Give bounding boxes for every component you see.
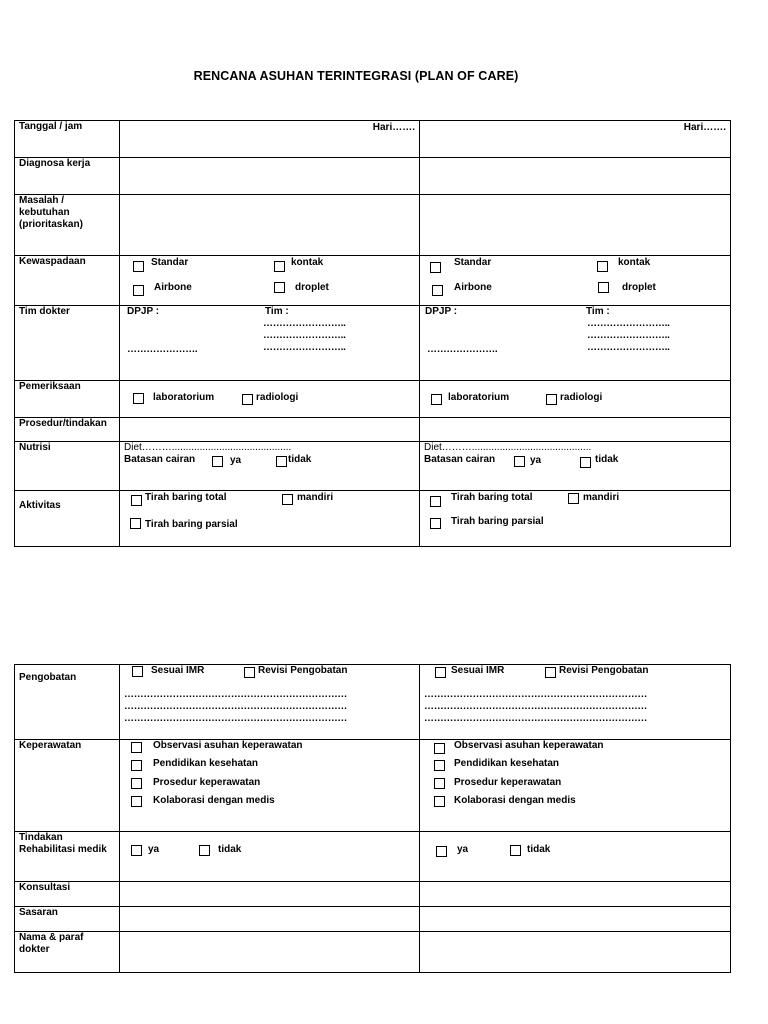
standar-label: Standar <box>454 257 492 268</box>
airbone-label: Airbone <box>154 282 192 293</box>
revisi-pengobatan-label: Revisi Pengobatan <box>559 665 649 676</box>
row-aktivitas <box>15 491 731 547</box>
label-nama-paraf: Nama & paraf dokter <box>15 932 120 973</box>
sesuai-imr-label: Sesuai IMR <box>151 665 205 676</box>
prosedur-kep-label: Prosedur keperawatan <box>454 777 562 788</box>
tim-dots-2[interactable]: …………………….. <box>263 330 346 341</box>
observasi-label: Observasi asuhan keperawatan <box>454 740 604 751</box>
tidak-checkbox[interactable] <box>199 845 210 856</box>
tim-dots-3[interactable]: …………………….. <box>263 342 346 353</box>
mandiri-label: mandiri <box>583 492 620 503</box>
mandiri-checkbox[interactable] <box>568 493 579 504</box>
standar-label: Standar <box>151 257 189 268</box>
row-keperawatan <box>15 740 731 832</box>
ya-label: ya <box>457 844 469 855</box>
airbone-checkbox[interactable] <box>432 285 443 296</box>
label-konsultasi: Konsultasi <box>15 882 120 907</box>
laboratorium-label: laboratorium <box>448 392 510 403</box>
sesuai-imr-checkbox[interactable] <box>132 666 143 677</box>
tidak-label: tidak <box>288 454 312 465</box>
tirah-total-checkbox[interactable] <box>430 496 441 507</box>
form-title: RENCANA ASUHAN TERINTEGRASI (PLAN OF CARE) <box>193 69 519 83</box>
ya-checkbox[interactable] <box>436 846 447 857</box>
cell-keperawatan-2 <box>420 740 731 832</box>
hari-label: Hari……. <box>372 122 415 133</box>
cell-nutrisi-1 <box>120 442 420 491</box>
tim-dots-2[interactable]: …………………….. <box>587 330 670 341</box>
tirah-parsial-label: Tirah baring parsial <box>451 516 544 527</box>
tirah-total-label: Tirah baring total <box>145 492 227 503</box>
kontak-checkbox[interactable] <box>597 261 608 272</box>
kolaborasi-label: Kolaborasi dengan medis <box>454 795 576 806</box>
droplet-label: droplet <box>622 282 656 293</box>
plan-of-care-table-2 <box>14 664 731 973</box>
cell-prosedur-1[interactable] <box>120 418 420 442</box>
pendidikan-label: Pendidikan kesehatan <box>153 758 259 769</box>
cell-tanggal-1[interactable] <box>120 121 420 158</box>
revisi-pengobatan-label: Revisi Pengobatan <box>258 665 348 676</box>
tidak-label: tidak <box>218 844 242 855</box>
cell-prosedur-2[interactable] <box>420 418 731 442</box>
label-tim-dokter: Tim dokter <box>15 306 120 381</box>
dpjp-label: DPJP : <box>127 306 160 317</box>
row-tanggal <box>15 121 731 158</box>
radiologi-label: radiologi <box>256 392 299 403</box>
cell-nutrisi-2 <box>420 442 731 491</box>
plan-of-care-table-1 <box>14 120 731 547</box>
cell-masalah-2[interactable] <box>420 195 731 256</box>
revisi-pengobatan-checkbox[interactable] <box>545 667 556 678</box>
pengobatan-dots-3[interactable]: …………………………………………………………… <box>424 713 648 724</box>
cell-pengobatan-1 <box>120 665 420 740</box>
row-nutrisi <box>15 442 731 491</box>
kontak-label: kontak <box>618 257 651 268</box>
row-pengobatan <box>15 665 731 740</box>
cell-sasaran-2[interactable] <box>420 907 731 932</box>
tim-dots-1[interactable]: …………………….. <box>587 318 670 329</box>
cell-masalah-1[interactable] <box>120 195 420 256</box>
label-kewaspadaan: Kewaspadaan <box>15 256 120 306</box>
label-sasaran: Sasaran <box>15 907 120 932</box>
row-prosedur <box>15 418 731 442</box>
pengobatan-dots-1[interactable]: …………………………………………………………… <box>124 689 348 700</box>
ya-checkbox[interactable] <box>212 456 223 467</box>
row-diagnosa <box>15 158 731 195</box>
prosedur-kep-checkbox[interactable] <box>131 778 142 789</box>
dpjp-label: DPJP : <box>425 306 458 317</box>
tidak-label: tidak <box>595 454 619 465</box>
cell-nama-paraf-2[interactable] <box>420 932 731 973</box>
cell-tindakan-rehab-1 <box>120 832 420 882</box>
kolaborasi-label: Kolaborasi dengan medis <box>153 795 275 806</box>
cell-diagnosa-2[interactable] <box>420 158 731 195</box>
standar-checkbox[interactable] <box>430 262 441 273</box>
mandiri-label: mandiri <box>297 492 334 503</box>
cell-aktivitas-2 <box>420 491 731 547</box>
mandiri-checkbox[interactable] <box>282 494 293 505</box>
tidak-checkbox[interactable] <box>580 457 591 468</box>
label-masalah: Masalah / kebutuhan (prioritaskan) <box>15 195 120 256</box>
row-masalah <box>15 195 731 256</box>
label-keperawatan: Keperawatan <box>15 740 120 832</box>
standar-checkbox[interactable] <box>133 261 144 272</box>
ya-label: ya <box>230 455 242 466</box>
label-diagnosa: Diagnosa kerja <box>15 158 120 195</box>
diet-field[interactable]: Diet………........................................... <box>124 442 292 453</box>
label-aktivitas: Aktivitas <box>15 491 120 547</box>
batasan-cairan-label: Batasan cairan <box>424 454 496 465</box>
tirah-parsial-checkbox[interactable] <box>430 518 441 529</box>
ya-checkbox[interactable] <box>514 456 525 467</box>
kolaborasi-checkbox[interactable] <box>131 796 142 807</box>
tirah-total-label: Tirah baring total <box>451 492 533 503</box>
cell-diagnosa-1[interactable] <box>120 158 420 195</box>
cell-tanggal-2[interactable] <box>420 121 731 158</box>
row-nama-paraf <box>15 932 731 973</box>
cell-tim-dokter-1 <box>120 306 420 381</box>
pengobatan-dots-2[interactable]: …………………………………………………………… <box>424 701 648 712</box>
row-tindakan-rehab <box>15 832 731 882</box>
tidak-checkbox[interactable] <box>510 845 521 856</box>
dpjp-dots[interactable]: …………………. <box>127 344 198 355</box>
label-tanggal: Tanggal / jam <box>15 121 120 158</box>
ya-label: ya <box>530 455 542 466</box>
tirah-parsial-checkbox[interactable] <box>130 518 141 529</box>
kontak-checkbox[interactable] <box>274 261 285 272</box>
radiologi-label: radiologi <box>560 392 603 403</box>
cell-aktivitas-1 <box>120 491 420 547</box>
droplet-checkbox[interactable] <box>274 282 285 293</box>
cell-nama-paraf-1[interactable] <box>120 932 420 973</box>
label-nutrisi: Nutrisi <box>15 442 120 491</box>
pendidikan-label: Pendidikan kesehatan <box>454 758 560 769</box>
tirah-parsial-label: Tirah baring parsial <box>145 519 238 530</box>
pengobatan-dots-3[interactable]: …………………………………………………………… <box>124 713 348 724</box>
cell-tim-dokter-2 <box>420 306 731 381</box>
label-tindakan-rehab: Tindakan Rehabilitasi medik <box>15 832 120 882</box>
cell-konsultasi-1[interactable] <box>120 882 420 907</box>
kolaborasi-checkbox[interactable] <box>434 796 445 807</box>
observasi-checkbox[interactable] <box>131 742 142 753</box>
row-pemeriksaan <box>15 381 731 418</box>
tirah-total-checkbox[interactable] <box>131 495 142 506</box>
hari-label: Hari……. <box>683 122 726 133</box>
radiologi-checkbox[interactable] <box>546 394 557 405</box>
droplet-checkbox[interactable] <box>598 282 609 293</box>
pendidikan-checkbox[interactable] <box>434 760 445 771</box>
ya-label: ya <box>148 844 160 855</box>
row-konsultasi <box>15 882 731 907</box>
ya-checkbox[interactable] <box>131 845 142 856</box>
batasan-cairan-label: Batasan cairan <box>124 454 196 465</box>
cell-pengobatan-2 <box>420 665 731 740</box>
cell-konsultasi-2[interactable] <box>420 882 731 907</box>
label-pemeriksaan: Pemeriksaan <box>15 381 120 418</box>
cell-kewaspadaan-2 <box>420 256 731 306</box>
kontak-label: kontak <box>291 257 324 268</box>
tim-dots-1[interactable]: …………………….. <box>263 318 346 329</box>
dpjp-dots[interactable]: …………………. <box>427 344 498 355</box>
row-kewaspadaan <box>15 256 731 306</box>
cell-pemeriksaan-2 <box>420 381 731 418</box>
row-sasaran <box>15 907 731 932</box>
pendidikan-checkbox[interactable] <box>131 760 142 771</box>
airbone-label: Airbone <box>454 282 492 293</box>
tidak-label: tidak <box>527 844 551 855</box>
pengobatan-dots-2[interactable]: …………………………………………………………… <box>124 701 348 712</box>
tim-label: Tim : <box>265 306 289 317</box>
laboratorium-label: laboratorium <box>153 392 215 403</box>
cell-sasaran-1[interactable] <box>120 907 420 932</box>
tim-dots-3[interactable]: …………………….. <box>587 342 670 353</box>
cell-pemeriksaan-1 <box>120 381 420 418</box>
row-tim-dokter <box>15 306 731 381</box>
laboratorium-checkbox[interactable] <box>431 394 442 405</box>
sesuai-imr-label: Sesuai IMR <box>451 665 505 676</box>
sesuai-imr-checkbox[interactable] <box>435 667 446 678</box>
diet-field[interactable]: Diet………........................................... <box>424 442 592 453</box>
cell-tindakan-rehab-2 <box>420 832 731 882</box>
pengobatan-dots-1[interactable]: …………………………………………………………… <box>424 689 648 700</box>
prosedur-kep-label: Prosedur keperawatan <box>153 777 261 788</box>
observasi-label: Observasi asuhan keperawatan <box>153 740 303 751</box>
radiologi-checkbox[interactable] <box>242 394 253 405</box>
observasi-checkbox[interactable] <box>434 743 445 754</box>
cell-keperawatan-1 <box>120 740 420 832</box>
laboratorium-checkbox[interactable] <box>133 393 144 404</box>
droplet-label: droplet <box>295 282 329 293</box>
revisi-pengobatan-checkbox[interactable] <box>244 667 255 678</box>
label-pengobatan: Pengobatan <box>15 665 120 740</box>
tim-label: Tim : <box>586 306 610 317</box>
prosedur-kep-checkbox[interactable] <box>434 778 445 789</box>
label-prosedur: Prosedur/tindakan <box>15 418 120 442</box>
tidak-checkbox[interactable] <box>276 456 287 467</box>
cell-kewaspadaan-1 <box>120 256 420 306</box>
airbone-checkbox[interactable] <box>133 285 144 296</box>
